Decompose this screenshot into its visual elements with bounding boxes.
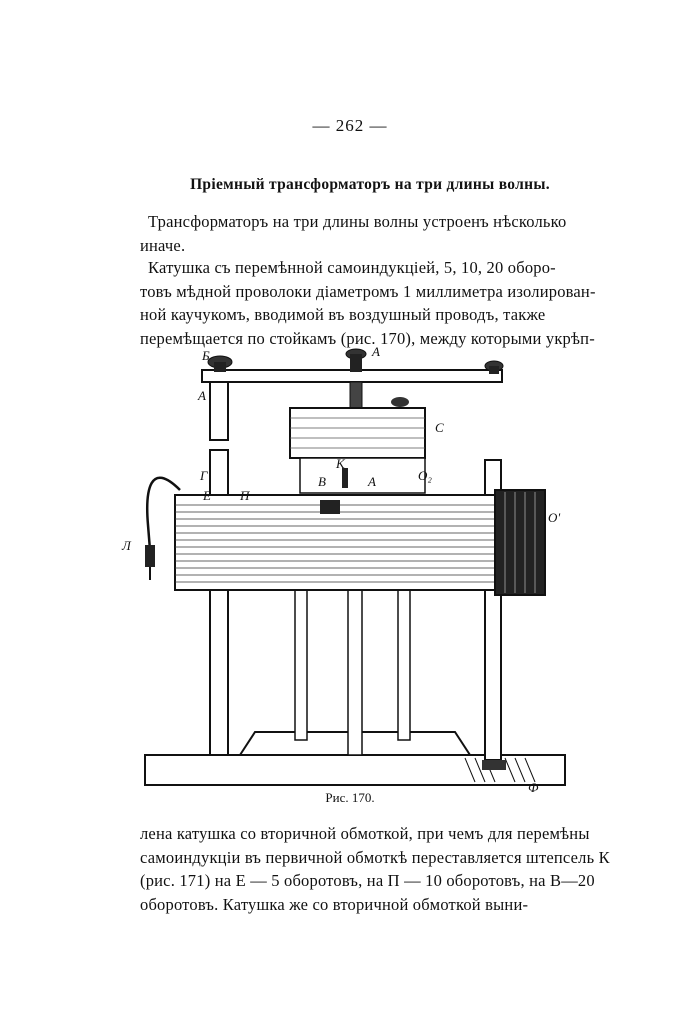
figure-label: А — [368, 474, 376, 489]
paragraph-1-line: Трансформаторъ на три длины волны устроенъ нѣсколько — [148, 212, 567, 231]
figure-label: Г — [200, 468, 208, 483]
figure-label: К — [336, 456, 345, 471]
paragraph-3-line: (рис. 171) на Е — 5 оборотовъ, на П — 10 оборотовъ, на В—20 — [140, 871, 595, 890]
paragraph-1-line: иначе. — [140, 235, 186, 255]
figure-label: А — [198, 388, 206, 403]
paragraph-3-line: самоиндукціи въ первичной обмоткѣ переставляется штепсель К — [140, 847, 610, 867]
figure-label: А — [372, 344, 380, 359]
paragraph-3-line: лена катушка со вторичной обмоткой, при чемъ для перемѣны — [140, 824, 590, 843]
figure-label: П — [240, 488, 250, 503]
figure-label: Б — [202, 348, 210, 363]
paragraph-2 — [140, 256, 596, 350]
section-heading: Пріемный трансформаторъ на три длины волны. — [190, 176, 550, 193]
figure-caption: Рис. 170. — [325, 790, 375, 805]
transformer-figure — [110, 340, 580, 800]
figure-label: В — [318, 474, 326, 489]
figure-label: Л — [122, 538, 131, 553]
figure-label: Е — [203, 488, 211, 503]
paragraph-3-line: оборотовъ. Катушка же со вторичной обмоткой выни- — [140, 894, 529, 914]
paragraph-2-line: Катушка съ перемѣнной самоиндукціей, 5, 10, 20 оборо- — [148, 258, 556, 277]
page-number: — 262 — — [312, 116, 388, 135]
paragraph-2-line: ной каучукомъ, вводимой въ воздушный проводъ, также — [140, 305, 546, 324]
paragraph-2-line: перемѣщается по стойкамъ (рис. 170), между которыми укрѣп- — [140, 328, 595, 348]
paragraph-3 — [140, 822, 610, 916]
paragraph-2-line: товъ мѣдной проволоки діаметромъ 1 миллиметра изолирован- — [140, 281, 596, 301]
figure-label: O' — [548, 510, 561, 525]
figure-label: С — [435, 420, 444, 435]
figure-label: O₂ — [418, 468, 432, 483]
figure-label: Ф — [528, 780, 539, 795]
paragraph-1 — [140, 210, 570, 257]
